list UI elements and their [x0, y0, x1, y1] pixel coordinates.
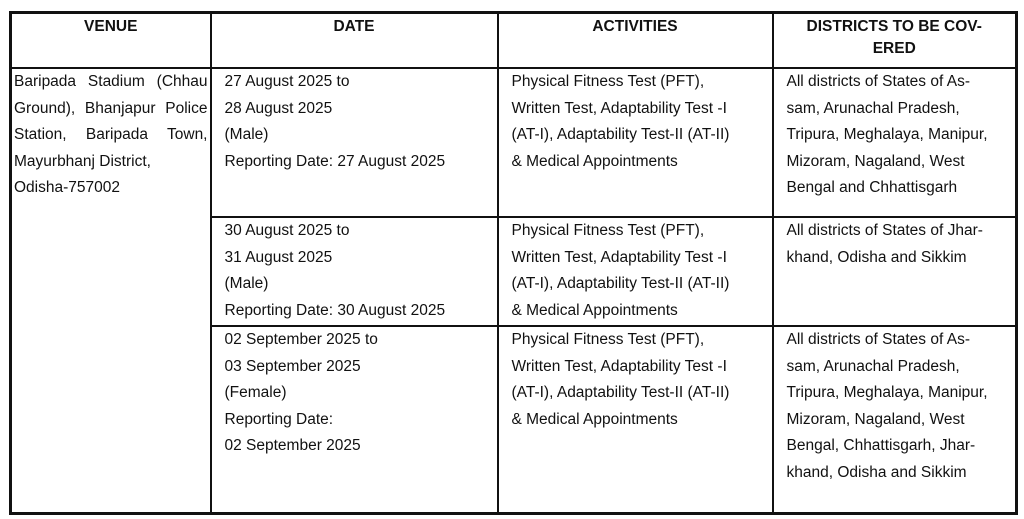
activity-line: Physical Fitness Test (PFT), [511, 222, 705, 239]
date-line: 28 August 2025 [224, 99, 333, 117]
header-activities: ACTIVITIES [498, 13, 773, 69]
districts-cell [773, 217, 1017, 326]
header-venue: VENUE [11, 13, 211, 69]
activity-line: & Medical Appointments [511, 410, 678, 428]
date-line: (Male) [224, 126, 269, 143]
date-line: 31 August 2025 [224, 248, 333, 266]
activity-line: & Medical Appointments [511, 152, 678, 170]
districts-cell [773, 326, 1017, 514]
date-line: 27 August 2025 to [224, 73, 350, 90]
districts-cell [773, 68, 1017, 217]
venue-line: Station, Baripada Town, [14, 126, 208, 143]
district-line: All districts of States of As- [786, 331, 970, 348]
date-line: (Male) [224, 275, 269, 292]
venue-line: Odisha-757002 [14, 179, 120, 196]
district-line: All districts of States of Jhar- [786, 222, 983, 239]
activity-line: Physical Fitness Test (PFT), [511, 331, 705, 348]
date-line: 02 September 2025 to [224, 331, 378, 348]
activity-line: Written Test, Adaptability Test -I [511, 248, 727, 266]
district-line: Mizoram, Nagaland, West [786, 410, 965, 428]
activities-cell [498, 68, 773, 217]
district-line: khand, Odisha and Sikkim [786, 248, 967, 266]
date-line: 30 August 2025 to [224, 222, 350, 239]
activities-cell [498, 326, 773, 514]
district-line: khand, Odisha and Sikkim [786, 463, 967, 481]
venue-line: Ground), Bhanjapur Police [14, 99, 208, 117]
activity-line: Physical Fitness Test (PFT), [511, 73, 705, 90]
district-line: Bengal, Chhattisgarh, Jhar- [786, 437, 976, 454]
venue-line: Baripada Stadium (Chhau [14, 73, 208, 90]
venue-line: Mayurbhanj District, [14, 152, 151, 170]
district-line: sam, Arunachal Pradesh, [786, 99, 960, 117]
header-districts: DISTRICTS TO BE COV- ERED [773, 13, 1017, 69]
date-line: 03 September 2025 [224, 357, 361, 375]
date-line: Reporting Date: 30 August 2025 [224, 301, 446, 319]
date-line: (Female) [224, 384, 287, 401]
district-line: Tripura, Meghalaya, Manipur, [786, 384, 988, 401]
header-date: DATE [211, 13, 498, 69]
activity-line: (AT-I), Adaptability Test-II (AT-II) [511, 275, 730, 292]
district-line: All districts of States of As- [786, 73, 970, 90]
activity-line: & Medical Appointments [511, 301, 678, 319]
date-line: 02 September 2025 [224, 437, 361, 454]
date-cell [211, 217, 498, 326]
district-line: Bengal and Chhattisgarh [786, 179, 958, 196]
activities-cell [498, 217, 773, 326]
header-row [11, 13, 1017, 69]
date-line: Reporting Date: [224, 410, 334, 428]
activity-line: Written Test, Adaptability Test -I [511, 99, 727, 117]
venue-cell [11, 68, 211, 514]
activity-line: (AT-I), Adaptability Test-II (AT-II) [511, 384, 730, 401]
date-cell [211, 326, 498, 514]
district-line: sam, Arunachal Pradesh, [786, 357, 960, 375]
schedule-table [9, 11, 1018, 515]
table-row [11, 68, 1017, 217]
date-cell [211, 68, 498, 217]
district-line: Mizoram, Nagaland, West [786, 152, 965, 170]
date-line: Reporting Date: 27 August 2025 [224, 152, 446, 170]
activity-line: Written Test, Adaptability Test -I [511, 357, 727, 375]
activity-line: (AT-I), Adaptability Test-II (AT-II) [511, 126, 730, 143]
district-line: Tripura, Meghalaya, Manipur, [786, 126, 988, 143]
